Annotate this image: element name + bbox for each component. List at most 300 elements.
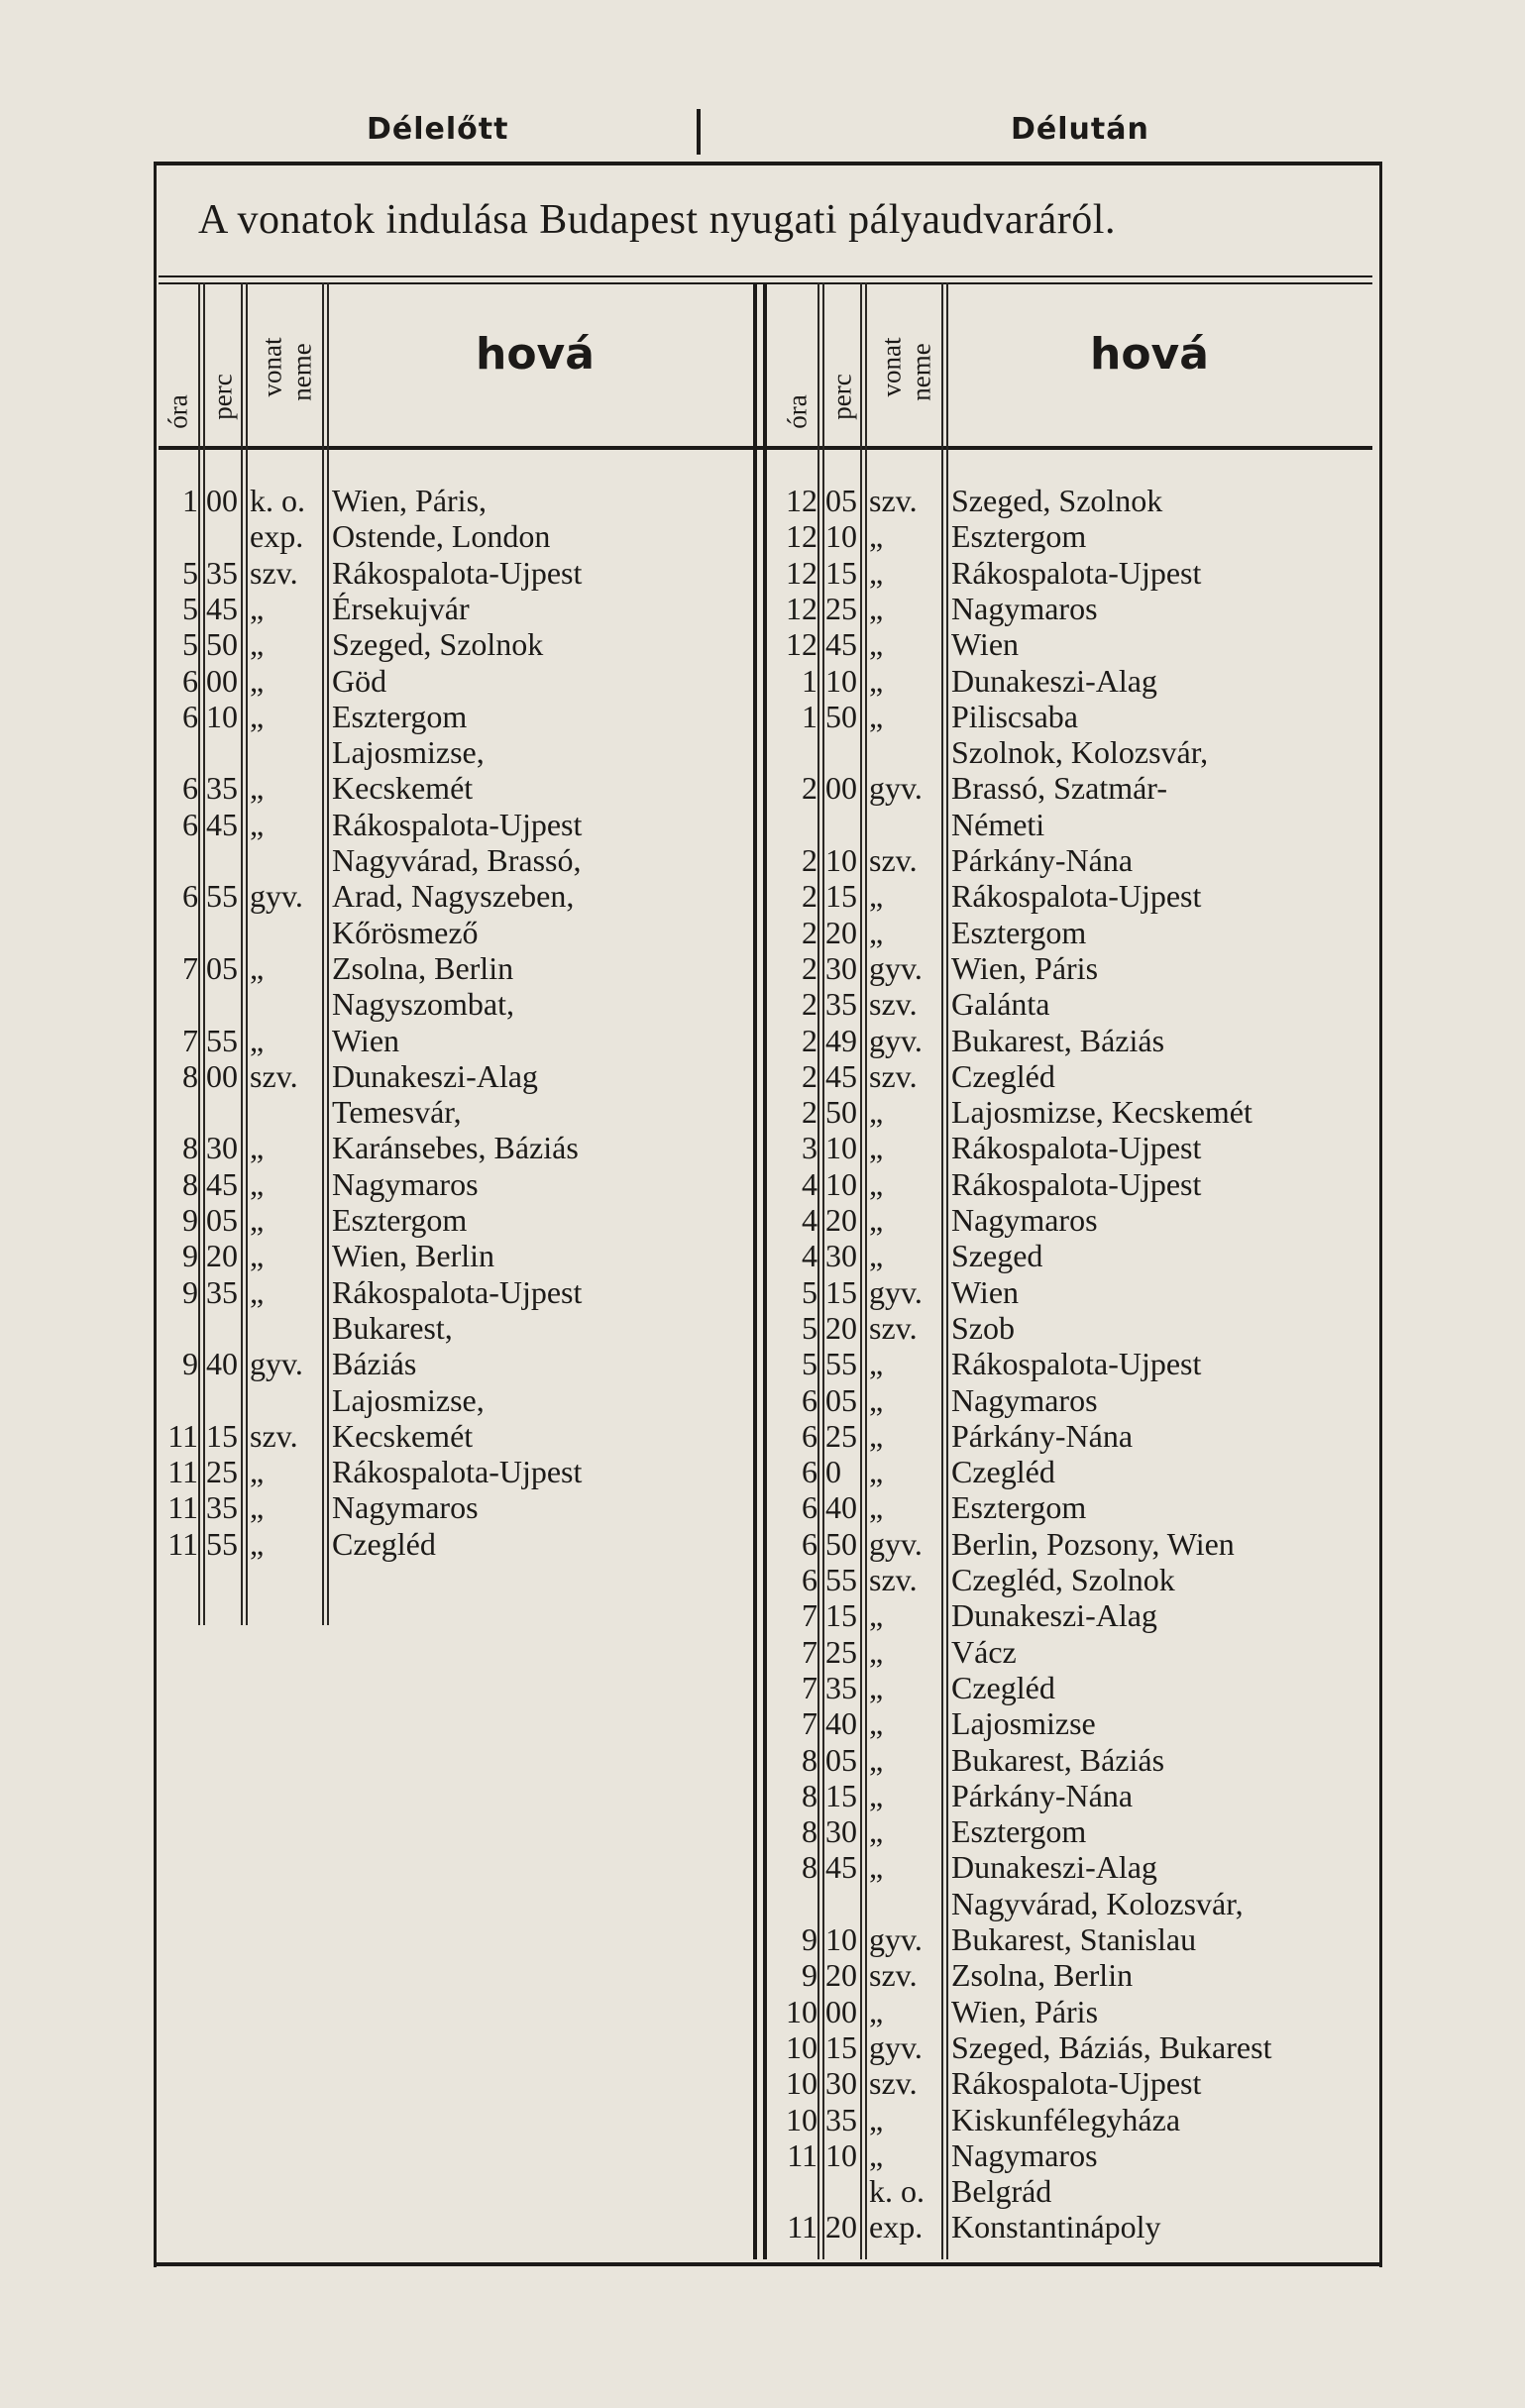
ora-cell: 9 xyxy=(182,1346,198,1382)
neme-cell: „ xyxy=(869,1346,884,1382)
table-row xyxy=(778,626,1372,662)
ora-cell: 2 xyxy=(802,914,817,950)
perc-cell: 10 xyxy=(825,842,857,878)
neme-cell: „ xyxy=(250,1454,265,1490)
neme-cell: „ xyxy=(869,1993,884,2029)
hova-cell: Belgrád xyxy=(951,2173,1052,2210)
perc-cell: 15 xyxy=(825,878,857,915)
neme-cell: szv. xyxy=(250,1417,298,1454)
ora-cell: 8 xyxy=(182,1057,198,1094)
neme-cell: „ xyxy=(869,1381,884,1418)
table-row xyxy=(159,1023,753,1058)
table-row xyxy=(159,734,753,770)
hova-cell: Wien, Páris, xyxy=(332,483,488,518)
hova-cell: Esztergom xyxy=(332,1202,468,1238)
table-row xyxy=(778,1597,1372,1633)
neme-cell: „ xyxy=(869,878,884,915)
ora-cell: 7 xyxy=(802,1633,817,1670)
perc-cell: 30 xyxy=(206,1130,238,1166)
ora-cell: 6 xyxy=(802,1489,817,1526)
neme-cell: szv. xyxy=(869,842,918,878)
perc-cell: 49 xyxy=(825,1022,857,1058)
table-row xyxy=(778,770,1372,806)
table-row xyxy=(159,770,753,806)
neme-cell: „ xyxy=(250,1130,265,1166)
ora-cell: 6 xyxy=(182,878,198,915)
neme-cell: gyv. xyxy=(869,949,923,986)
neme-cell: „ xyxy=(869,2136,884,2173)
perc-cell: 30 xyxy=(825,2065,857,2102)
ora-cell: 7 xyxy=(182,1022,198,1058)
table-row xyxy=(159,483,753,518)
table-row xyxy=(159,915,753,950)
table-row xyxy=(778,2137,1372,2173)
table-row xyxy=(159,1346,753,1381)
neme-cell: gyv. xyxy=(250,878,303,915)
perc-cell: 25 xyxy=(206,1454,238,1490)
table-row xyxy=(778,1130,1372,1165)
perc-cell: 30 xyxy=(825,949,857,986)
table-row xyxy=(778,1058,1372,1094)
hova-cell: Wien, Páris xyxy=(951,1993,1099,2029)
hova-cell: Esztergom xyxy=(951,1813,1087,1850)
perc-cell: 25 xyxy=(825,1633,857,1670)
perc-cell: 10 xyxy=(206,698,238,734)
neme-cell: exp. xyxy=(869,2209,924,2245)
perc-cell: 00 xyxy=(206,1057,238,1094)
perc-cell: 10 xyxy=(825,1165,857,1202)
perc-cell: 05 xyxy=(825,1381,857,1418)
hova-cell: Arad, Nagyszeben, xyxy=(332,878,575,915)
table-row xyxy=(159,1274,753,1310)
table-row xyxy=(778,1094,1372,1130)
ora-cell: 10 xyxy=(786,2101,817,2137)
neme-cell: „ xyxy=(250,1165,265,1202)
neme-cell: szv. xyxy=(869,1057,918,1094)
neme-cell: „ xyxy=(250,662,265,699)
perc-cell: 05 xyxy=(206,949,238,986)
ora-cell: 5 xyxy=(182,590,198,626)
table-row xyxy=(159,1238,753,1273)
ora-cell: 6 xyxy=(182,662,198,699)
neme-cell: „ xyxy=(250,1525,265,1562)
ora-cell: 12 xyxy=(786,483,817,518)
ora-cell: 9 xyxy=(802,1921,817,1957)
perc-cell: 35 xyxy=(825,1669,857,1705)
hova-cell: Kecskemét xyxy=(332,770,474,807)
neme-cell: „ xyxy=(250,770,265,807)
hova-cell: Czegléd xyxy=(951,1454,1055,1490)
neme-cell: szv. xyxy=(869,1957,918,1994)
table-row xyxy=(778,2209,1372,2244)
ora-cell: 7 xyxy=(802,1669,817,1705)
ora-cell: 11 xyxy=(167,1489,198,1526)
hova-cell: Lajosmizse, Kecskemét xyxy=(951,1094,1253,1131)
table-row xyxy=(778,842,1372,878)
hova-cell: Lajosmizse, xyxy=(332,1381,485,1418)
ora-cell: 8 xyxy=(182,1165,198,1202)
table-row xyxy=(778,1670,1372,1705)
ora-cell: 2 xyxy=(802,1022,817,1058)
neme-cell: „ xyxy=(869,1813,884,1850)
hova-cell: Párkány-Nána xyxy=(951,1417,1134,1454)
neme-cell: „ xyxy=(869,1202,884,1238)
ora-cell: 6 xyxy=(802,1381,817,1418)
neme-cell: „ xyxy=(250,1022,265,1058)
table-row xyxy=(159,950,753,986)
perc-cell: 15 xyxy=(825,1273,857,1310)
perc-cell: 45 xyxy=(206,1165,238,1202)
neme-cell: „ xyxy=(250,1273,265,1310)
hova-cell: Nagymaros xyxy=(332,1489,479,1526)
perc-cell: 00 xyxy=(825,1993,857,2029)
neme-cell: „ xyxy=(869,1633,884,1670)
ora-cell: 10 xyxy=(786,2065,817,2102)
neme-cell: exp. xyxy=(250,518,304,555)
page-title: A vonatok indulása Budapest nyugati pályaudvaráról. xyxy=(198,197,1116,243)
hova-cell: Czegléd, Szolnok xyxy=(951,1562,1175,1597)
hova-cell: Kecskemét xyxy=(332,1417,474,1454)
perc-cell: 45 xyxy=(206,806,238,842)
frame-bottom xyxy=(154,2262,1382,2266)
perc-cell: 05 xyxy=(206,1202,238,1238)
perc-cell: 20 xyxy=(825,914,857,950)
ora-cell: 6 xyxy=(802,1562,817,1597)
table-row xyxy=(159,555,753,591)
table-row xyxy=(778,591,1372,626)
hova-cell: Vácz xyxy=(951,1633,1017,1670)
table-row xyxy=(159,626,753,662)
neme-cell: gyv. xyxy=(869,1525,923,1562)
ora-cell: 8 xyxy=(802,1777,817,1813)
title-rule-1 xyxy=(159,275,1372,277)
neme-cell: gyv. xyxy=(869,2028,923,2065)
neme-cell: „ xyxy=(869,1669,884,1705)
perc-cell: 15 xyxy=(206,1417,238,1454)
hova-cell: Párkány-Nána xyxy=(951,842,1134,878)
ora-cell: 6 xyxy=(182,806,198,842)
ora-cell: 10 xyxy=(786,1993,817,2029)
neme-cell: „ xyxy=(250,1238,265,1274)
perc-cell: 55 xyxy=(206,1022,238,1058)
ora-cell: 2 xyxy=(802,842,817,878)
table-row xyxy=(159,1382,753,1418)
neme-cell: gyv. xyxy=(869,1022,923,1058)
perc-cell: 25 xyxy=(825,1417,857,1454)
table-row xyxy=(778,1813,1372,1849)
col-head-neme-pm: neme xyxy=(906,343,936,401)
hova-cell: Rákospalota-Ujpest xyxy=(951,1346,1202,1382)
hova-cell: Nagyvárad, Kolozsvár, xyxy=(951,1885,1244,1921)
table-row xyxy=(159,1130,753,1165)
ora-cell: 4 xyxy=(802,1238,817,1274)
neme-cell: „ xyxy=(869,662,884,699)
hova-cell: Konstantinápoly xyxy=(951,2209,1161,2245)
hova-cell: Lajosmizse, xyxy=(332,734,485,771)
col-head-hova-right: hová xyxy=(1090,329,1209,380)
header-morning: Délelőtt xyxy=(367,112,509,147)
hova-cell: Szeged, Báziás, Bukarest xyxy=(951,2028,1272,2065)
table-row xyxy=(778,518,1372,554)
col-head-perc: perc xyxy=(207,374,238,420)
table-row xyxy=(778,1454,1372,1489)
ora-cell: 6 xyxy=(802,1454,817,1490)
col-head-hova-left: hová xyxy=(476,329,595,380)
neme-cell: szv. xyxy=(250,1057,298,1094)
hova-cell: Czegléd xyxy=(332,1525,436,1562)
table-row xyxy=(778,1166,1372,1202)
top-rule xyxy=(154,162,1382,165)
hova-cell: Dunakeszi-Alag xyxy=(951,662,1157,699)
hova-cell: Wien xyxy=(332,1022,400,1058)
table-row xyxy=(159,986,753,1022)
hova-cell: Nagyszombat, xyxy=(332,986,514,1023)
hova-cell: Nagymaros xyxy=(332,1165,479,1202)
hova-cell: Szolnok, Kolozsvár, xyxy=(951,734,1209,771)
table-row xyxy=(778,1921,1372,1957)
hova-cell: Zsolna, Berlin xyxy=(332,949,514,986)
neme-cell: „ xyxy=(250,806,265,842)
perc-cell: 35 xyxy=(206,554,238,591)
hova-cell: Wien, Páris xyxy=(951,949,1099,986)
table-row xyxy=(778,1994,1372,2029)
neme-cell: szv. xyxy=(250,554,298,591)
table-row xyxy=(159,1418,753,1454)
ora-cell: 5 xyxy=(802,1273,817,1310)
neme-cell: „ xyxy=(869,1705,884,1742)
ora-cell: 9 xyxy=(802,1957,817,1994)
table-row xyxy=(778,1238,1372,1273)
hova-cell: Temesvár, xyxy=(332,1094,462,1131)
neme-cell: „ xyxy=(250,949,265,986)
hova-cell: Piliscsaba xyxy=(951,698,1078,734)
table-row xyxy=(159,1094,753,1130)
hova-cell: Rákospalota-Ujpest xyxy=(332,554,583,591)
perc-cell: 40 xyxy=(825,1705,857,1742)
table-row xyxy=(159,1454,753,1489)
neme-cell: „ xyxy=(869,1417,884,1454)
neme-cell: gyv. xyxy=(869,770,923,807)
neme-cell: „ xyxy=(869,1489,884,1526)
hova-cell: Érsekujvár xyxy=(332,590,470,626)
perc-cell: 55 xyxy=(206,1525,238,1562)
hova-cell: Berlin, Pozsony, Wien xyxy=(951,1525,1235,1562)
hova-cell: Lajosmizse xyxy=(951,1705,1096,1742)
ora-cell: 11 xyxy=(787,2136,817,2173)
hova-cell: Galánta xyxy=(951,986,1050,1023)
ora-cell: 4 xyxy=(802,1165,817,1202)
table-row xyxy=(778,663,1372,699)
hova-cell: Esztergom xyxy=(332,698,468,734)
perc-cell: 50 xyxy=(825,1094,857,1131)
perc-cell: 45 xyxy=(825,1849,857,1886)
neme-cell: „ xyxy=(869,1238,884,1274)
center-divider-2 xyxy=(763,282,767,2259)
ora-cell: 12 xyxy=(786,554,817,591)
table-row xyxy=(778,1742,1372,1778)
perc-cell: 55 xyxy=(206,878,238,915)
ora-cell: 1 xyxy=(182,483,198,518)
ora-cell: 12 xyxy=(786,626,817,663)
header-divider xyxy=(697,109,701,155)
table-row xyxy=(778,1957,1372,1993)
hova-cell: Göd xyxy=(332,662,387,699)
perc-cell: 00 xyxy=(825,770,857,807)
neme-cell: „ xyxy=(869,698,884,734)
ora-cell: 5 xyxy=(182,626,198,663)
table-row xyxy=(159,1166,753,1202)
ora-cell: 8 xyxy=(802,1813,817,1850)
hova-cell: Nagymaros xyxy=(951,2136,1098,2173)
ora-cell: 8 xyxy=(802,1849,817,1886)
neme-cell: „ xyxy=(869,2101,884,2137)
ora-cell: 12 xyxy=(786,590,817,626)
perc-cell: 10 xyxy=(825,2136,857,2173)
perc-cell: 35 xyxy=(825,2101,857,2137)
hova-cell: Rákospalota-Ujpest xyxy=(951,554,1202,591)
frame-right xyxy=(1379,162,1382,2267)
table-row xyxy=(159,1058,753,1094)
hova-cell: Bukarest, Báziás xyxy=(951,1022,1165,1058)
table-row xyxy=(159,1489,753,1525)
perc-cell: 20 xyxy=(825,1957,857,1994)
table-row xyxy=(778,2173,1372,2209)
hova-cell: Ostende, London xyxy=(332,518,551,555)
perc-cell: 35 xyxy=(825,986,857,1023)
perc-cell: 05 xyxy=(825,1741,857,1778)
hova-cell: Esztergom xyxy=(951,518,1087,555)
ora-cell: 11 xyxy=(167,1454,198,1490)
ora-cell: 6 xyxy=(182,698,198,734)
center-divider-1 xyxy=(753,282,757,2259)
perc-cell: 20 xyxy=(206,1238,238,1274)
perc-cell: 05 xyxy=(825,483,857,518)
table-row xyxy=(778,734,1372,770)
hova-cell: Nagymaros xyxy=(951,1202,1098,1238)
table-row xyxy=(778,1489,1372,1525)
table-row xyxy=(778,1346,1372,1381)
perc-cell: 45 xyxy=(206,590,238,626)
hova-cell: Szob xyxy=(951,1309,1015,1346)
neme-cell: szv. xyxy=(869,483,918,518)
ora-cell: 6 xyxy=(802,1417,817,1454)
hova-cell: Dunakeszi-Alag xyxy=(951,1849,1157,1886)
hova-cell: Bukarest, Báziás xyxy=(951,1741,1165,1778)
table-row xyxy=(778,986,1372,1022)
neme-cell: „ xyxy=(869,1094,884,1131)
table-row xyxy=(778,950,1372,986)
perc-cell: 20 xyxy=(825,2209,857,2245)
hova-cell: Kőrösmező xyxy=(332,914,479,950)
neme-cell: „ xyxy=(250,1202,265,1238)
ora-cell: 5 xyxy=(802,1346,817,1382)
neme-cell: k. o. xyxy=(869,2173,925,2210)
perc-cell: 40 xyxy=(825,1489,857,1526)
col-head-neme: neme xyxy=(286,343,317,401)
perc-cell: 0 xyxy=(825,1454,841,1490)
table-row xyxy=(778,2102,1372,2137)
perc-cell: 50 xyxy=(825,1525,857,1562)
table-row xyxy=(778,1023,1372,1058)
table-row xyxy=(778,555,1372,591)
hova-cell: Esztergom xyxy=(951,1489,1087,1526)
hova-cell: Bukarest, Stanislau xyxy=(951,1921,1197,1957)
perc-cell: 45 xyxy=(825,626,857,663)
table-row xyxy=(778,1382,1372,1418)
hova-cell: Dunakeszi-Alag xyxy=(951,1597,1157,1634)
table-row xyxy=(159,1310,753,1346)
ora-cell: 1 xyxy=(802,662,817,699)
neme-cell: „ xyxy=(869,1741,884,1778)
table-row xyxy=(159,518,753,554)
table-row xyxy=(778,1526,1372,1562)
hova-cell: Zsolna, Berlin xyxy=(951,1957,1134,1994)
hova-cell: Czegléd xyxy=(951,1669,1055,1705)
hova-cell: Rákospalota-Ujpest xyxy=(951,2065,1202,2102)
neme-cell: „ xyxy=(869,590,884,626)
col-head-ora-pm: óra xyxy=(782,394,813,429)
hova-cell: Szeged, Szolnok xyxy=(951,483,1163,518)
hova-cell: Czegléd xyxy=(951,1057,1055,1094)
ora-cell: 3 xyxy=(802,1130,817,1166)
perc-cell: 40 xyxy=(206,1346,238,1382)
table-row xyxy=(778,1202,1372,1238)
hova-cell: Rákospalota-Ujpest xyxy=(951,1165,1202,1202)
table-row xyxy=(778,878,1372,914)
table-row xyxy=(778,1705,1372,1741)
perc-cell: 15 xyxy=(825,554,857,591)
neme-cell: „ xyxy=(250,1489,265,1526)
perc-cell: 50 xyxy=(206,626,238,663)
ora-cell: 10 xyxy=(786,2028,817,2065)
ora-cell: 11 xyxy=(787,2209,817,2245)
perc-cell: 00 xyxy=(206,662,238,699)
hova-cell: Kiskunfélegyháza xyxy=(951,2101,1181,2137)
ora-cell: 8 xyxy=(182,1130,198,1166)
hova-cell: Nagyvárad, Brassó, xyxy=(332,842,582,878)
ora-cell: 2 xyxy=(802,1057,817,1094)
hova-cell: Szeged xyxy=(951,1238,1043,1274)
hova-cell: Nagymaros xyxy=(951,1381,1098,1418)
table-row xyxy=(778,2029,1372,2065)
table-row xyxy=(778,1274,1372,1310)
ora-cell: 12 xyxy=(786,518,817,555)
table-row xyxy=(159,878,753,914)
ora-cell: 9 xyxy=(182,1202,198,1238)
hova-cell: Németi xyxy=(951,806,1045,842)
ora-cell: 7 xyxy=(182,949,198,986)
perc-cell: 30 xyxy=(825,1813,857,1850)
perc-cell: 15 xyxy=(825,1777,857,1813)
neme-cell: gyv. xyxy=(869,1273,923,1310)
table-row xyxy=(778,1310,1372,1346)
neme-cell: „ xyxy=(869,1454,884,1490)
table-row xyxy=(159,663,753,699)
col-head-ora: óra xyxy=(163,394,193,429)
perc-cell: 10 xyxy=(825,1130,857,1166)
frame-left xyxy=(154,162,157,2267)
hova-cell: Rákospalota-Ujpest xyxy=(951,1130,1202,1166)
table-row xyxy=(778,699,1372,734)
neme-cell: gyv. xyxy=(250,1346,303,1382)
perc-cell: 45 xyxy=(825,1057,857,1094)
ora-cell: 2 xyxy=(802,986,817,1023)
perc-cell: 35 xyxy=(206,1489,238,1526)
neme-cell: k. o. xyxy=(250,483,305,518)
ora-cell: 5 xyxy=(182,554,198,591)
neme-cell: szv. xyxy=(869,986,918,1023)
table-row xyxy=(778,1418,1372,1454)
